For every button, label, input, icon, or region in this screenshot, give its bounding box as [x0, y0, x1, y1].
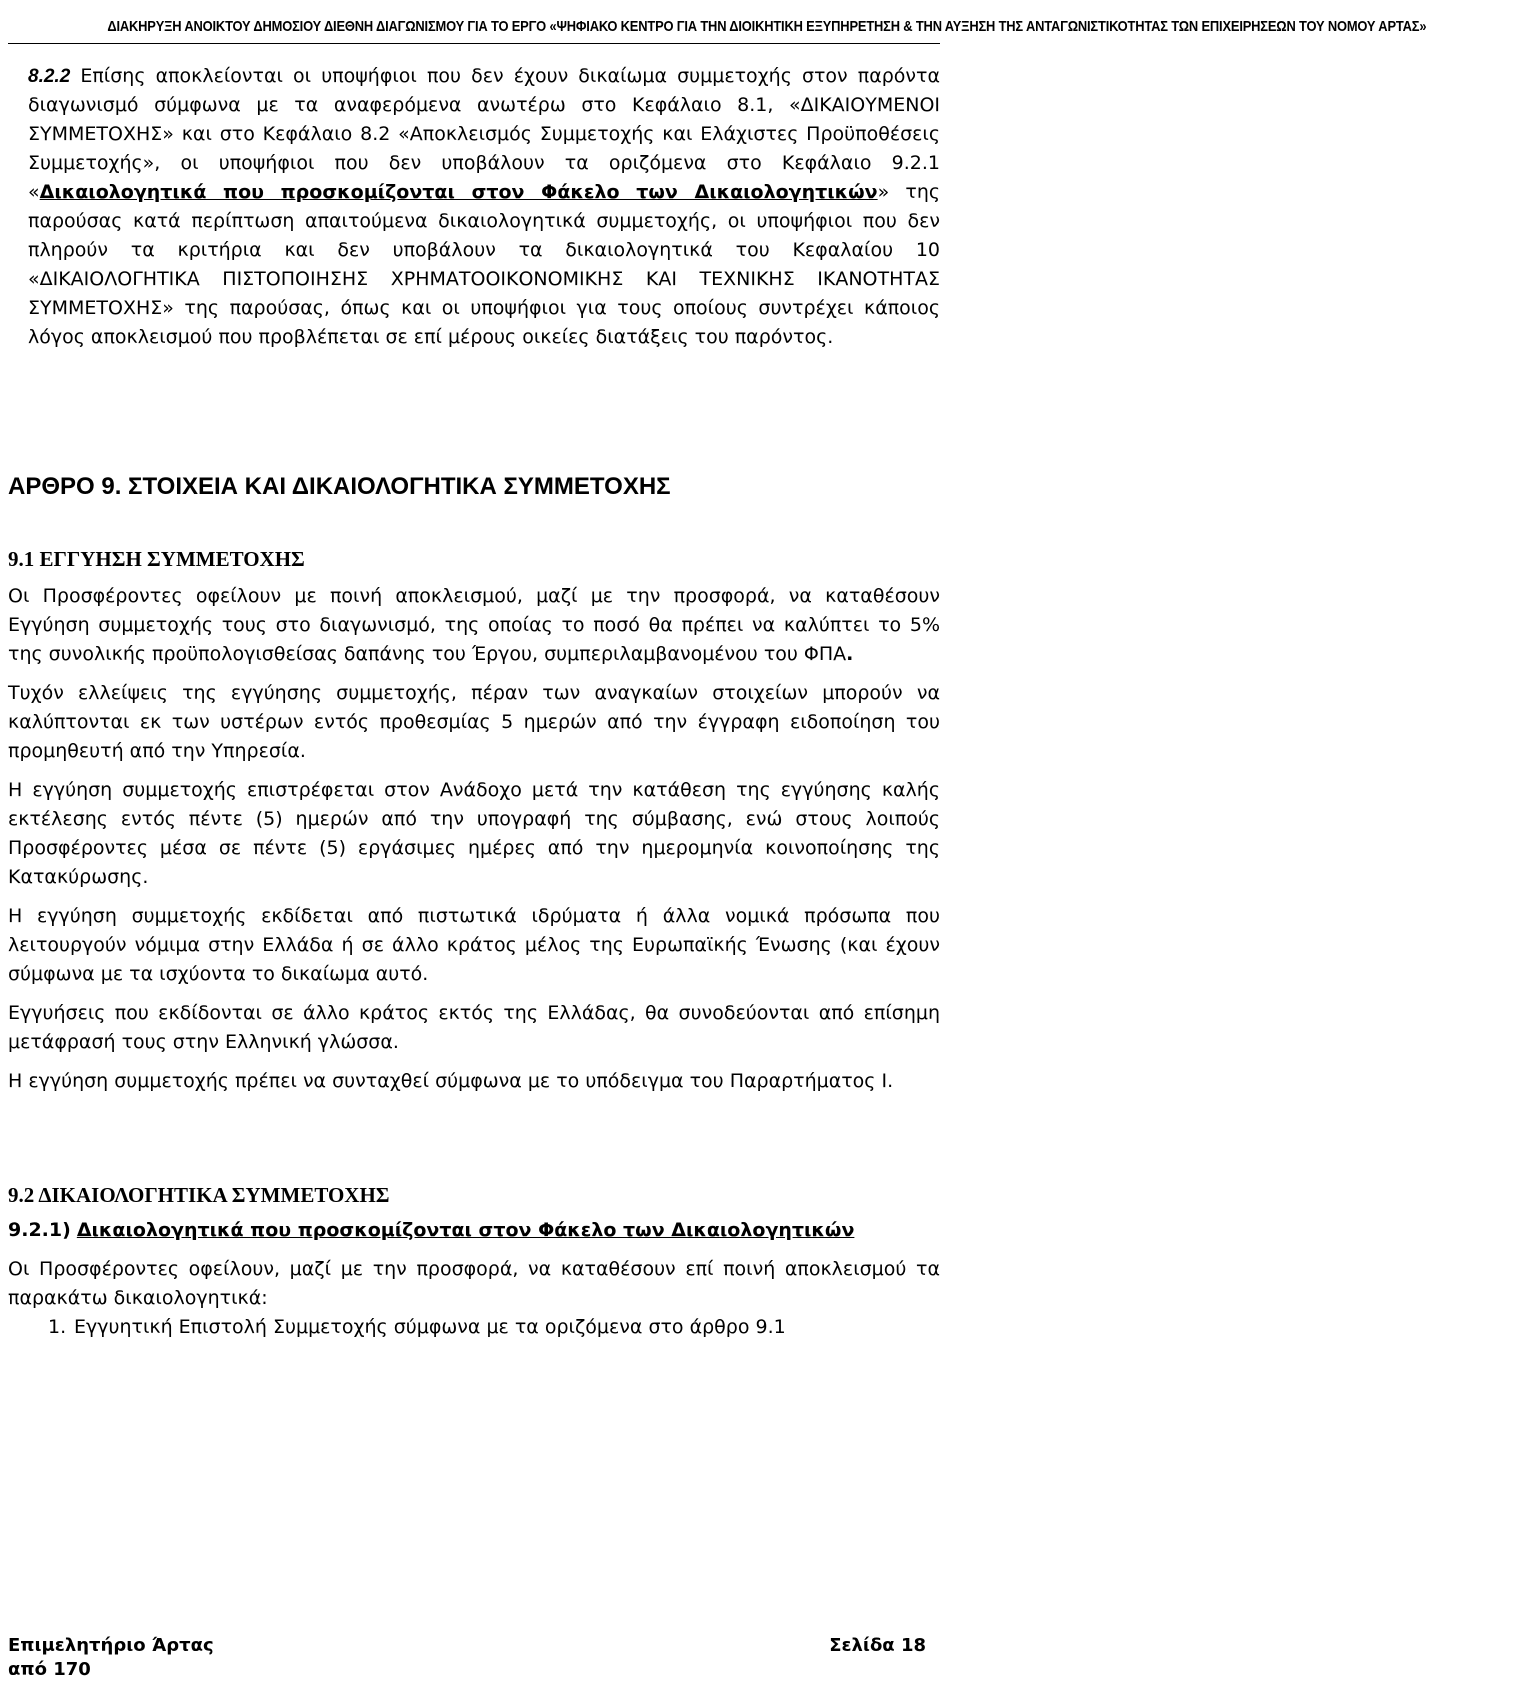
subsection-9-2-1-title [8, 1216, 940, 1245]
paragraph: Οι Προσφέροντες οφείλουν, μαζί με την προσφορά, να καταθέσουν επί ποινή αποκλεισμού τα παρακάτω δικαιολογητικά: [8, 1258, 940, 1309]
footer-page-label: Σελίδα 18 [829, 1635, 926, 1656]
paragraph: Η εγγύηση συμμετοχής εκδίδεται από πιστωτικά ιδρύματα ή άλλα νομικά πρόσωπα που λειτουργούν νόμιμα στην Ελλάδα ή σε άλλο κράτος μέλος της Ευρωπαϊκής Ένωσης (και έχουν σύμφωνα με τα ισχύοντα το δικαίωμα αυτό. [8, 905, 940, 985]
section-number: 8.2.2 [28, 66, 71, 87]
paragraph-text: Οι Προσφέροντες οφείλουν με ποινή αποκλεισμού, μαζί με την προσφορά, να καταθέσουν Εγγύηση συμμετοχής τους στο διαγωνισμό, της οποίας το ποσό θα πρέπει να καλύπτει το 5% της συνολικής προϋπολογισθείσας δαπάνης του Έργου, συμπεριλαμβανομένου του ΦΠΑ [8, 585, 940, 665]
paragraph: Εγγυήσεις που εκδίδονται σε άλλο κράτος εκτός της Ελλάδας, θα συνοδεύονται από επίσημη μετάφρασή τους στην Ελληνική γλώσσα. [8, 1002, 940, 1053]
footer-page-total: από 170 [8, 1659, 91, 1680]
page-content [8, 62, 940, 1342]
header-title: ΔΙΑΚΗΡΥΞΗ ΑΝΟΙΚΤΟΥ ΔΗΜΟΣΙΟΥ ΔΙΕΘΝΗ ΔΙΑΓΩΝΙΣΜΟΥ ΓΙΑ ΤΟ ΕΡΓΟ «ΨΗΦΙΑΚΟ ΚΕΝΤΡΟ ΓΙΑ ΤΗΝ ΔΙΟΙΚΗΤΙΚΗ ΕΞΥΠΗΡΕΤΗΣΗ & ΤΗΝ ΑΥΞΗΣΗ ΤΗΣ ΑΝΤΑΓΩΝΙΣΤΙΚΟΤΗΤΑΣ ΤΩΝ ΕΠΙΧΕΙΡΗΣΕΩΝ ΤΟΥ ΝΟΜΟΥ ΑΡΤΑΣ» [107, 18, 1427, 35]
paragraph-end: . [846, 643, 854, 665]
paragraph: Η εγγύηση συμμετοχής επιστρέφεται στον Ανάδοχο μετά την κατάθεση της εγγύησης καλής εκτέλεσης εντός πέντε (5) ημερών από την υπογραφή της σύμβασης, ενώ στους λοιπούς Προσφέροντες μέσα σε πέντε (5) εργάσιμες ημέρες από την ημερομηνία κοινοποίησης της Κατακύρωσης. [8, 779, 940, 888]
list-item-text: Εγγυητική Επιστολή Συμμετοχής σύμφωνα με τα οριζόμενα στο άρθρο 9.1 [74, 1316, 786, 1338]
page-footer [8, 1634, 940, 1682]
subsection-title: Δικαιολογητικά που προσκομίζονται στον Φάκελο των Δικαιολογητικών [76, 1219, 855, 1241]
article-title: ΑΡΘΡΟ 9. ΣΤΟΙΧΕΙΑ ΚΑΙ ΔΙΚΑΙΟΛΟΓΗΤΙΚΑ ΣΥΜΜΕΤΟΧΗΣ [8, 473, 671, 500]
section-9-1-title: 9.1 ΕΓΓΥΗΣΗ ΣΥΜΜΕΤΟΧΗΣ [8, 547, 305, 571]
subsection-number: 9.2.1) [8, 1219, 71, 1241]
paragraph: Η εγγύηση συμμετοχής πρέπει να συνταχθεί σύμφωνα με το υπόδειγμα του Παραρτήματος Ι. [8, 1070, 894, 1092]
header-rule [8, 43, 940, 44]
section-bold-ref: Δικαιολογητικά που προσκομίζονται στον Φάκελο των Δικαιολογητικών [39, 181, 878, 203]
section-text-1: Επίσης αποκλείονται οι υποψήφιοι που δεν έχουν δικαίωμα συμμετοχής στον παρόντα διαγωνισμό σύμφωνα με τα αναφερόμενα ανωτέρω στο Κεφάλαιο 8.1, «ΔΙΚΑΙΟΥΜΕΝΟΙ ΣΥΜΜΕΤΟΧΗΣ» και στο Κεφάλαιο 8.2 «Αποκλεισμός Συμμετοχής και Ελάχιστες Προϋποθέσεις Συμμετοχής», οι υποψήφιοι που δεν υποβάλουν τα οριζόμενα στο Κεφάλαιο 9.2.1 « [28, 65, 940, 203]
paragraph [8, 582, 940, 669]
list-item [8, 1313, 940, 1342]
list-item-number: 1. [48, 1316, 67, 1338]
section-text-2: » της παρούσας κατά περίπτωση απαιτούμενα δικαιολογητικά συμμετοχής, οι υποψήφιοι που δεν πληρούν τα κριτήρια και δεν υποβάλουν τα δικαιολογητικά του Κεφαλαίου 10 «ΔΙΚΑΙΟΛΟΓΗΤΙΚΑ ΠΙΣΤΟΠΟΙΗΣΗΣ ΧΡΗΜΑΤΟΟΙΚΟΝΟΜΙΚΗΣ ΚΑΙ ΤΕΧΝΙΚΗΣ ΙΚΑΝΟΤΗΤΑΣ ΣΥΜΜΕΤΟΧΗΣ» της παρούσας, όπως και οι υποψήφιοι για τους οποίους συντρέχει κάποιος λόγος αποκλεισμού που προβλέπεται σε επί μέρους οικείες διατάξεις του παρόντος. [28, 181, 941, 348]
paragraph: Τυχόν ελλείψεις της εγγύησης συμμετοχής, πέραν των αναγκαίων στοιχείων μπορούν να καλύπτονται εκ των υστέρων εντός προθεσμίας 5 ημερών από την έγγραφη ειδοποίηση του προμηθευτή από την Υπηρεσία. [8, 682, 940, 762]
section-8-2-2 [8, 62, 940, 352]
footer-organization: Επιμελητήριο Άρτας [8, 1635, 214, 1656]
document-header [0, 0, 1427, 38]
section-9-2-title: 9.2 ΔΙΚΑΙΟΛΟΓΗΤΙΚΑ ΣΥΜΜΕΤΟΧΗΣ [8, 1183, 390, 1207]
